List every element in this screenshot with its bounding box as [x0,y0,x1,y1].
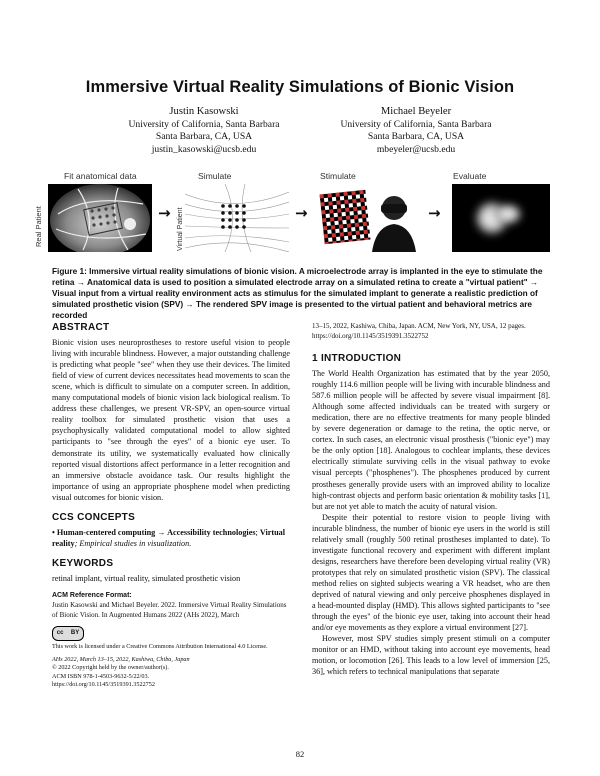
ccs-line1: • Human-centered computing → Accessibility technologies [52,527,256,537]
author-email: justin_kasowski@ucsb.edu [151,143,257,155]
intro-paragraph-3: However, most SPV studies simply present stimuli on a computer monitor or an HMD, without taking into account eye movements, head motion, or locomotion [26]. This leads to a low level of immersion [25, 36], which refers to technical manipulations that separate [312,634,550,677]
stimulate-image [318,184,422,252]
abstract-text: Bionic vision uses neuroprostheses to restore useful vision to people living with incurable blindness. However, a major outstanding challenge is predicting what people "see" when they use their devices. The limited field of view of current devices necessitates head movements to scan the scene, which is difficult to simulate on a computer screen. In addition, many computational models of bionic vision lack biological realism. To address these challenges, we present VR-SPV, an open-source virtual reality toolbox for simulated prosthetic vision that uses a psychophysically validated computational model to allow sighted participants to "see through the eyes" of a bionic eye user. To demonstrate its utility, we systematically evaluated how clinically reported visual distortions affect performance in a letter recognition and an immersive obstacle avoidance task. Our results highlight the importance of using an appropriate phosphene model when predicting visual outcomes for bionic vision. [52,338,290,502]
ccs-heading: CCS CONCEPTS [52,511,136,523]
caption-text: Immersive virtual reality simulations of bionic vision. A microelectrode array is implanted in the eye to stimulate the retina → Anatomical data is used to position a simulated electrode array on a simulated retina to create a "virtual patient" → Visual input from a virtual reality environment acts as stimulus for the simulated implant to generate a realistic prediction of simulated prosthetic vision (SPV) → The rendered SPV image is presented to the virtual patient and behavioral metrics are recorded [52,267,543,321]
author-block-1 [84,106,324,156]
figure-label-evaluate: Evaluate [453,171,487,181]
license-text: This work is licensed under a Creative Commons Attribution International 4.0 License. [52,643,268,651]
ccs-line2: Virtual reality [52,527,286,548]
left-column [52,322,290,690]
reference-heading: ACM Reference Format: [52,591,132,599]
paper-title: Immersive Virtual Reality Simulations of Bionic Vision [85,78,515,96]
ccs-concepts [52,527,290,549]
author-affiliation: University of California, Santa Barbara [128,118,280,130]
figure-label-fit: Fit anatomical data [64,171,137,181]
arrow-icon: → [428,204,441,222]
keywords-text: retinal implant, virtual reality, simulated prosthetic vision [52,573,241,583]
ccs-line2-rest: ; Empirical studies in visualization. [74,538,192,548]
cc-badge-right: BY [70,630,80,636]
author-affiliation: University of California, Santa Barbara [340,118,492,130]
right-column [312,322,550,677]
figure-label-stimulate: Stimulate [320,171,356,181]
side-label-real-patient: Real Patient [34,206,43,247]
evaluate-image [452,184,550,252]
author-name: Michael Beyeler [380,106,452,117]
conference-line: AHs 2022, March 13–15, 2022, Kashiwa, Chiba, Japan [52,655,190,663]
figure-caption [52,266,548,321]
simulation-image [185,184,289,252]
keywords-heading: KEYWORDS [52,557,114,569]
reference-text: Justin Kasowski and Michael Beyeler. 2022. Immersive Virtual Reality Simulations of Bionic Vision. In Augmented Humans 2022 (AHs 2022), March [52,601,287,619]
author-block-2 [296,106,536,156]
cc-license-badge [52,626,290,641]
cc-badge-left: cc [56,630,64,636]
ccs-sep: ; [255,527,258,537]
intro-paragraph-1: The World Health Organization has estimated that by the year 2050, roughly 114.6 million people will be living with incurable blindness and 587.6 million people will be affected by severe visual impairment [8]. Although some affected individuals can be treated with surgery or medication, there are no effective treatments for many people blinded by severe degeneration or damage to the retina, the optic nerve, or cortex. In such cases, an electronic visual prosthesis ("bionic eye") may be the only option [18]. Analogous to cochlear implants, these devices electrically stimulate surviving cells in the visual pathway to evoke visual percepts ("phosphenes"). The phosphenes produced by current prostheses generally provide users with an improved ability to localize high-contrast objects and perform basic orientation & mobility tasks [1], but are not yet able to match the acuity of natural vision. [312,369,550,511]
author-location: Santa Barbara, CA, USA [155,131,253,142]
fundus-image [48,184,152,252]
intro-paragraph-2: Despite their potential to restore vision to people living with incurable blindness, the number of bionic eye users in the world is still relatively small (roughly 500 retinal prostheses implanted to date). To investigate functional recovery and experiment with different implant designs, researchers have therefore been developing virtual reality (VR) prototypes that rely on simulated prosthetic vision (SPV). The classical method relies on sighted subjects wearing a VR headset, who are then deprived of natural viewing and only perceive phosphenes displayed in a head-mounted display (HMD). This allows sighted participants to "see through the eyes" of the bionic eye user, taking into account their head and/or eye movements as they explore a virtual environment [27]. [312,512,550,633]
figure-label-simulate: Simulate [198,171,232,181]
isbn-line: ACM ISBN 978-1-4503-9632-5/22/03. [52,672,150,680]
page-number: 82 [295,749,305,759]
copyright-block [52,656,290,690]
author-email: mbeyeler@ucsb.edu [376,143,456,155]
arrow-icon: → [295,204,308,222]
caption-label: Figure 1: [52,267,87,276]
arrow-icon: → [158,204,171,222]
author-name: Justin Kasowski [169,106,239,117]
side-label-virtual-patient: Virtual Patient [177,207,184,251]
copyright-line: © 2022 Copyright held by the owner/author(s). [52,664,169,672]
cc-by-icon [52,626,84,641]
reference-continued: 13–15, 2022, Kashiwa, Chiba, Japan. ACM, New York, NY, USA, 12 pages. https://doi.org/10.1145/3519391.3522752 [312,322,526,340]
author-location: Santa Barbara, CA, USA [367,131,465,142]
abstract-heading: ABSTRACT [52,322,110,333]
intro-heading: 1 INTRODUCTION [312,353,402,364]
doi-line: https://doi.org/10.1145/3519391.3522752 [52,681,155,689]
